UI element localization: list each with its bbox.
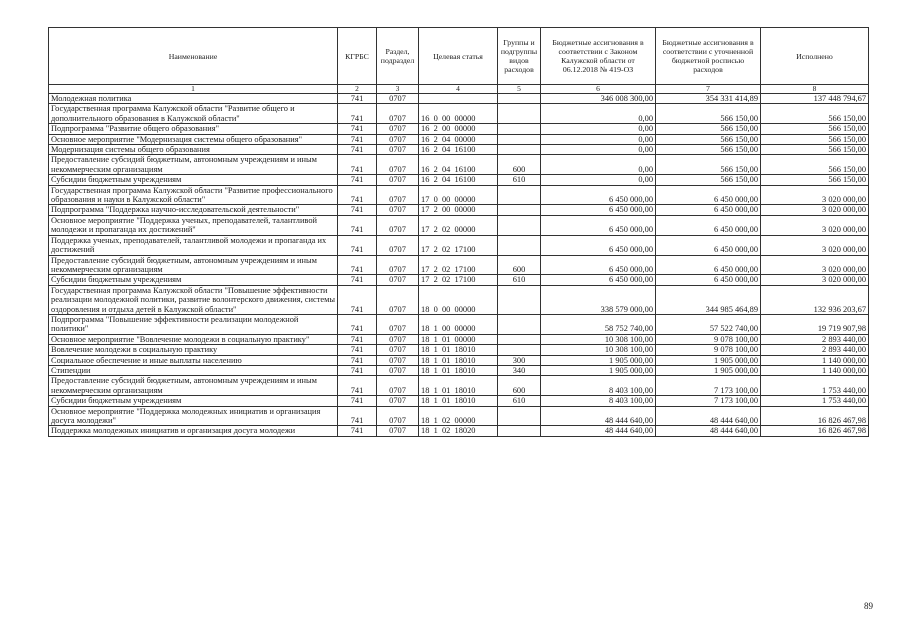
- row-kgrbs: 741: [338, 345, 377, 355]
- row-kgrbs: 741: [338, 145, 377, 155]
- table-row: [49, 426, 869, 436]
- table-row: [49, 235, 869, 255]
- row-group: [498, 215, 541, 235]
- row-refined: 48 444 640,00: [656, 406, 761, 426]
- row-kgrbs: 741: [338, 275, 377, 285]
- row-executed: 3 020 000,00: [761, 255, 869, 275]
- row-law: 338 579 000,00: [541, 285, 656, 314]
- row-name: Основное мероприятие "Модернизация системы общего образования": [49, 134, 338, 144]
- row-kgrbs: 741: [338, 104, 377, 124]
- table-row: [49, 275, 869, 285]
- row-refined: 57 522 740,00: [656, 314, 761, 334]
- row-kgrbs: 741: [338, 235, 377, 255]
- row-group: 600: [498, 376, 541, 396]
- row-target: 17 2 02 17100: [419, 275, 498, 285]
- table-row: [49, 215, 869, 235]
- row-target: 16 2 04 00000: [419, 134, 498, 144]
- table-row: [49, 345, 869, 355]
- row-law: 48 444 640,00: [541, 406, 656, 426]
- table-row: [49, 396, 869, 406]
- table-row: [49, 255, 869, 275]
- header-target: Целевая статья: [419, 28, 498, 85]
- row-razdel: 0707: [377, 94, 419, 104]
- row-refined: 6 450 000,00: [656, 255, 761, 275]
- row-law: 1 905 000,00: [541, 355, 656, 365]
- row-kgrbs: 741: [338, 396, 377, 406]
- row-name: Субсидии бюджетным учреждениям: [49, 175, 338, 185]
- row-name: Модернизация системы общего образования: [49, 145, 338, 155]
- row-refined: 1 905 000,00: [656, 365, 761, 375]
- row-group: [498, 134, 541, 144]
- table-row: [49, 314, 869, 334]
- column-number-row: [49, 85, 869, 94]
- row-group: 610: [498, 396, 541, 406]
- row-executed: 137 448 794,67: [761, 94, 869, 104]
- row-razdel: 0707: [377, 124, 419, 134]
- row-target: [419, 94, 498, 104]
- row-group: [498, 104, 541, 124]
- row-name: Поддержка ученых, преподавателей, талантливой молодежи и пропаганда их достижений: [49, 235, 338, 255]
- table-row: [49, 355, 869, 365]
- row-executed: 566 150,00: [761, 155, 869, 175]
- column-number: 3: [377, 85, 419, 94]
- row-law: 10 308 100,00: [541, 345, 656, 355]
- row-name: Подпрограмма "Поддержка научно-исследовательской деятельности": [49, 205, 338, 215]
- row-target: 17 2 00 00000: [419, 205, 498, 215]
- row-target: 17 2 02 17100: [419, 235, 498, 255]
- column-number: 6: [541, 85, 656, 94]
- row-executed: 3 020 000,00: [761, 215, 869, 235]
- row-group: 610: [498, 175, 541, 185]
- row-name: Субсидии бюджетным учреждениям: [49, 275, 338, 285]
- header-law: Бюджетные ассигнования в соответствии с Законом Калужской области от 06.12.2018 № 419-ОЗ: [541, 28, 656, 85]
- row-executed: 2 893 440,00: [761, 334, 869, 344]
- row-kgrbs: 741: [338, 255, 377, 275]
- row-target: 17 2 02 17100: [419, 255, 498, 275]
- row-refined: 344 985 464,89: [656, 285, 761, 314]
- row-razdel: 0707: [377, 355, 419, 365]
- row-group: [498, 145, 541, 155]
- row-refined: 7 173 100,00: [656, 396, 761, 406]
- row-law: 0,00: [541, 155, 656, 175]
- row-executed: 3 020 000,00: [761, 205, 869, 215]
- row-law: 8 403 100,00: [541, 376, 656, 396]
- header-kgrbs: КГРБС: [338, 28, 377, 85]
- row-refined: 9 078 100,00: [656, 334, 761, 344]
- row-refined: 9 078 100,00: [656, 345, 761, 355]
- row-razdel: 0707: [377, 104, 419, 124]
- row-refined: 6 450 000,00: [656, 275, 761, 285]
- row-refined: 566 150,00: [656, 175, 761, 185]
- header-razdel: Раздел, подраздел: [377, 28, 419, 85]
- row-group: [498, 124, 541, 134]
- row-name: Предоставление субсидий бюджетным, автономным учреждениям и иным некоммерческим организациям: [49, 376, 338, 396]
- table-row: [49, 285, 869, 314]
- row-group: [498, 205, 541, 215]
- row-razdel: 0707: [377, 285, 419, 314]
- column-number: 8: [761, 85, 869, 94]
- row-law: 6 450 000,00: [541, 275, 656, 285]
- table-row: [49, 145, 869, 155]
- row-razdel: 0707: [377, 314, 419, 334]
- row-executed: 16 826 467,98: [761, 426, 869, 436]
- row-target: 18 1 02 18020: [419, 426, 498, 436]
- row-executed: 2 893 440,00: [761, 345, 869, 355]
- table-body: [49, 94, 869, 437]
- row-razdel: 0707: [377, 365, 419, 375]
- row-refined: 6 450 000,00: [656, 235, 761, 255]
- row-executed: 1 753 440,00: [761, 376, 869, 396]
- row-group: [498, 426, 541, 436]
- budget-table: [48, 27, 869, 437]
- table-row: [49, 94, 869, 104]
- row-target: 18 1 02 00000: [419, 406, 498, 426]
- row-executed: 566 150,00: [761, 124, 869, 134]
- row-target: 18 1 01 18010: [419, 365, 498, 375]
- row-razdel: 0707: [377, 426, 419, 436]
- row-kgrbs: 741: [338, 426, 377, 436]
- row-executed: 16 826 467,98: [761, 406, 869, 426]
- row-name: Основное мероприятие "Поддержка молодежных инициатив и организация досуга молодежи": [49, 406, 338, 426]
- row-group: [498, 235, 541, 255]
- row-refined: 566 150,00: [656, 104, 761, 124]
- row-executed: 566 150,00: [761, 175, 869, 185]
- row-group: 600: [498, 255, 541, 275]
- row-name: Вовлечение молодежи в социальную практику: [49, 345, 338, 355]
- row-name: Подпрограмма "Повышение эффективности реализации молодежной политики": [49, 314, 338, 334]
- row-kgrbs: 741: [338, 365, 377, 375]
- row-razdel: 0707: [377, 134, 419, 144]
- row-target: 16 2 04 16100: [419, 175, 498, 185]
- table-row: [49, 185, 869, 205]
- row-refined: 6 450 000,00: [656, 215, 761, 235]
- row-razdel: 0707: [377, 275, 419, 285]
- row-target: 16 2 04 16100: [419, 145, 498, 155]
- row-law: 10 308 100,00: [541, 334, 656, 344]
- row-name: Основное мероприятие "Поддержка ученых, преподавателей, талантливой молодежи и пропаганда их достижений": [49, 215, 338, 235]
- row-executed: 1 140 000,00: [761, 355, 869, 365]
- table-row: [49, 134, 869, 144]
- row-kgrbs: 741: [338, 406, 377, 426]
- row-law: 346 008 300,00: [541, 94, 656, 104]
- row-law: 6 450 000,00: [541, 255, 656, 275]
- row-razdel: 0707: [377, 155, 419, 175]
- column-number: 7: [656, 85, 761, 94]
- row-refined: 7 173 100,00: [656, 376, 761, 396]
- row-law: 6 450 000,00: [541, 215, 656, 235]
- column-number: 1: [49, 85, 338, 94]
- table-row: [49, 334, 869, 344]
- column-number: 5: [498, 85, 541, 94]
- header-groups: Группы и подгруппы видов расходов: [498, 28, 541, 85]
- row-kgrbs: 741: [338, 124, 377, 134]
- row-law: 6 450 000,00: [541, 235, 656, 255]
- row-target: 16 2 04 16100: [419, 155, 498, 175]
- row-refined: 566 150,00: [656, 134, 761, 144]
- row-name: Предоставление субсидий бюджетным, автономным учреждениям и иным некоммерческим организациям: [49, 155, 338, 175]
- row-refined: 1 905 000,00: [656, 355, 761, 365]
- column-number: 2: [338, 85, 377, 94]
- row-law: 8 403 100,00: [541, 396, 656, 406]
- row-razdel: 0707: [377, 145, 419, 155]
- table-row: [49, 406, 869, 426]
- row-razdel: 0707: [377, 396, 419, 406]
- row-law: 6 450 000,00: [541, 185, 656, 205]
- row-target: 18 1 01 18010: [419, 396, 498, 406]
- table-row: [49, 175, 869, 185]
- row-executed: 19 719 907,98: [761, 314, 869, 334]
- row-law: 48 444 640,00: [541, 426, 656, 436]
- row-executed: 3 020 000,00: [761, 235, 869, 255]
- row-kgrbs: 741: [338, 155, 377, 175]
- row-razdel: 0707: [377, 255, 419, 275]
- row-law: 0,00: [541, 145, 656, 155]
- row-kgrbs: 741: [338, 175, 377, 185]
- row-group: [498, 406, 541, 426]
- row-name: Государственная программа Калужской области "Развитие общего и дополнительного образования в Калужской области": [49, 104, 338, 124]
- row-group: 610: [498, 275, 541, 285]
- row-target: 18 1 01 18010: [419, 345, 498, 355]
- row-name: Основное мероприятие "Вовлечение молодежи в социальную практику": [49, 334, 338, 344]
- row-name: Предоставление субсидий бюджетным, автономным учреждениям и иным некоммерческим организациям: [49, 255, 338, 275]
- row-refined: 6 450 000,00: [656, 185, 761, 205]
- row-target: 18 0 00 00000: [419, 285, 498, 314]
- row-razdel: 0707: [377, 406, 419, 426]
- row-refined: 48 444 640,00: [656, 426, 761, 436]
- row-target: 17 0 00 00000: [419, 185, 498, 205]
- row-target: 18 1 01 00000: [419, 334, 498, 344]
- row-law: 58 752 740,00: [541, 314, 656, 334]
- row-group: 600: [498, 155, 541, 175]
- row-target: 16 0 00 00000: [419, 104, 498, 124]
- row-razdel: 0707: [377, 345, 419, 355]
- page-number: 89: [864, 601, 873, 611]
- row-law: 0,00: [541, 134, 656, 144]
- row-law: 0,00: [541, 175, 656, 185]
- header-name: Наименование: [49, 28, 338, 85]
- row-kgrbs: 741: [338, 205, 377, 215]
- row-refined: 6 450 000,00: [656, 205, 761, 215]
- header-row: [49, 28, 869, 85]
- row-kgrbs: 741: [338, 215, 377, 235]
- row-razdel: 0707: [377, 185, 419, 205]
- row-name: Государственная программа Калужской области "Развитие профессионального образования и науки в Калужской области": [49, 185, 338, 205]
- row-law: 6 450 000,00: [541, 205, 656, 215]
- row-group: [498, 334, 541, 344]
- row-group: 300: [498, 355, 541, 365]
- row-kgrbs: 741: [338, 94, 377, 104]
- row-target: 18 1 01 18010: [419, 355, 498, 365]
- column-number: 4: [419, 85, 498, 94]
- row-name: Государственная программа Калужской области "Повышение эффективности реализации молодежной политики, развитие волонтерского движения, системы оздоровления и отдыха детей в Калужской области": [49, 285, 338, 314]
- row-razdel: 0707: [377, 235, 419, 255]
- row-kgrbs: 741: [338, 376, 377, 396]
- table-row: [49, 155, 869, 175]
- table-row: [49, 365, 869, 375]
- row-target: 16 2 00 00000: [419, 124, 498, 134]
- row-kgrbs: 741: [338, 134, 377, 144]
- row-executed: 566 150,00: [761, 145, 869, 155]
- header-executed: Исполнено: [761, 28, 869, 85]
- table-row: [49, 376, 869, 396]
- row-executed: 3 020 000,00: [761, 185, 869, 205]
- header-refined: Бюджетные ассигнования в соответствии с уточненной бюджетной росписью расходов: [656, 28, 761, 85]
- row-group: [498, 285, 541, 314]
- row-kgrbs: 741: [338, 185, 377, 205]
- row-refined: 566 150,00: [656, 155, 761, 175]
- table-row: [49, 104, 869, 124]
- row-group: 340: [498, 365, 541, 375]
- row-target: 18 1 01 18010: [419, 376, 498, 396]
- row-name: Социальное обеспечение и иные выплаты населению: [49, 355, 338, 365]
- row-kgrbs: 741: [338, 334, 377, 344]
- table-row: [49, 124, 869, 134]
- table-row: [49, 205, 869, 215]
- row-law: 1 905 000,00: [541, 365, 656, 375]
- row-law: 0,00: [541, 124, 656, 134]
- row-executed: 1 753 440,00: [761, 396, 869, 406]
- row-name: Стипендии: [49, 365, 338, 375]
- row-group: [498, 185, 541, 205]
- row-target: 17 2 02 00000: [419, 215, 498, 235]
- row-name: Подпрограмма "Развитие общего образования": [49, 124, 338, 134]
- row-executed: 566 150,00: [761, 134, 869, 144]
- row-refined: 566 150,00: [656, 145, 761, 155]
- row-razdel: 0707: [377, 376, 419, 396]
- row-executed: 566 150,00: [761, 104, 869, 124]
- row-refined: 566 150,00: [656, 124, 761, 134]
- row-kgrbs: 741: [338, 355, 377, 365]
- row-group: [498, 94, 541, 104]
- row-name: Молодежная политика: [49, 94, 338, 104]
- row-razdel: 0707: [377, 205, 419, 215]
- row-name: Поддержка молодежных инициатив и организация досуга молодежи: [49, 426, 338, 436]
- row-name: Субсидии бюджетным учреждениям: [49, 396, 338, 406]
- row-razdel: 0707: [377, 215, 419, 235]
- row-executed: 132 936 203,67: [761, 285, 869, 314]
- row-group: [498, 345, 541, 355]
- row-group: [498, 314, 541, 334]
- row-executed: 1 140 000,00: [761, 365, 869, 375]
- row-razdel: 0707: [377, 175, 419, 185]
- row-kgrbs: 741: [338, 314, 377, 334]
- row-law: 0,00: [541, 104, 656, 124]
- row-razdel: 0707: [377, 334, 419, 344]
- table-header: [49, 28, 869, 94]
- row-refined: 354 331 414,89: [656, 94, 761, 104]
- row-target: 18 1 00 00000: [419, 314, 498, 334]
- row-executed: 3 020 000,00: [761, 275, 869, 285]
- row-kgrbs: 741: [338, 285, 377, 314]
